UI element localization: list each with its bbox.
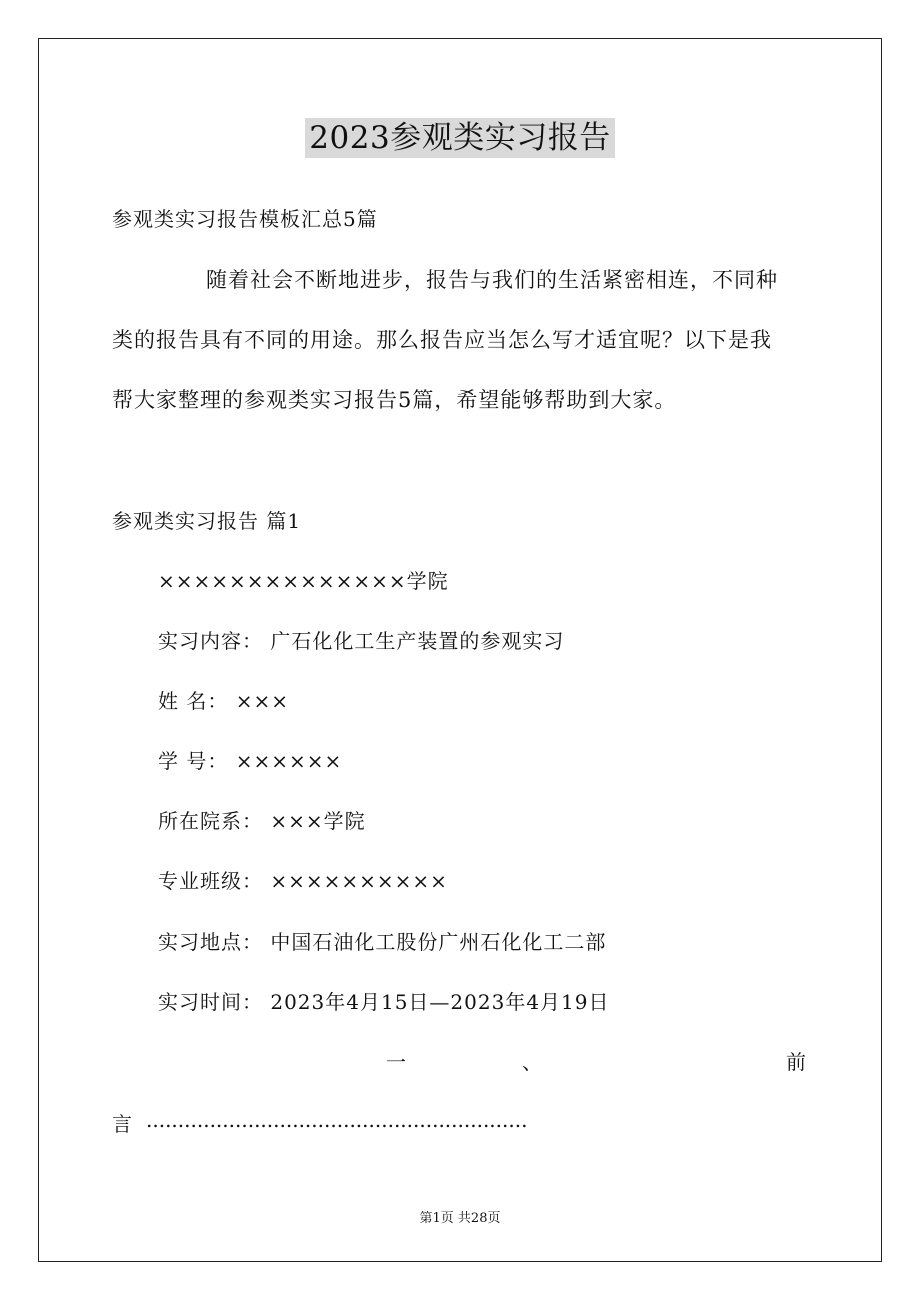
toc-part-4: 言 [112, 1112, 133, 1136]
toc-part-2: 、 [522, 1050, 543, 1074]
toc-part-1: 一 [386, 1050, 407, 1074]
college-line: ××××××××××××××学院 [158, 569, 449, 593]
intro-line-1: 随着社会不断地进步，报告与我们的生活紧密相连，不同种 [206, 268, 778, 292]
document-subtitle: 参观类实习报告模板汇总5篇 [112, 207, 378, 231]
class-line: 专业班级： ×××××××××× [158, 869, 448, 893]
content-line: 实习内容： 广石化化工生产装置的参观实习 [158, 629, 565, 653]
name-line: 姓 名： ××× [158, 689, 289, 713]
toc-leader-dots: ............................................................ [146, 1108, 528, 1132]
time-line: 实习时间： 2023年4月15日—2023年4月19日 [158, 990, 610, 1014]
location-line: 实习地点： 中国石油化工股份广州石化化工二部 [158, 930, 607, 954]
student-id-line: 学 号： ×××××× [158, 749, 343, 773]
toc-part-3: 前 [786, 1050, 807, 1074]
document-title: 2023参观类实习报告 [305, 118, 614, 158]
document-title-container [0, 112, 920, 157]
section-heading: 参观类实习报告 篇1 [112, 509, 302, 533]
page-footer: 第1页 共28页 [419, 1211, 501, 1226]
department-line: 所在院系： ×××学院 [158, 809, 366, 833]
intro-line-3: 帮大家整理的参观类实习报告5篇，希望能够帮助到大家。 [112, 388, 677, 412]
intro-line-2: 类的报告具有不同的用途。那么报告应当怎么写才适宜呢？以下是我 [112, 328, 772, 352]
